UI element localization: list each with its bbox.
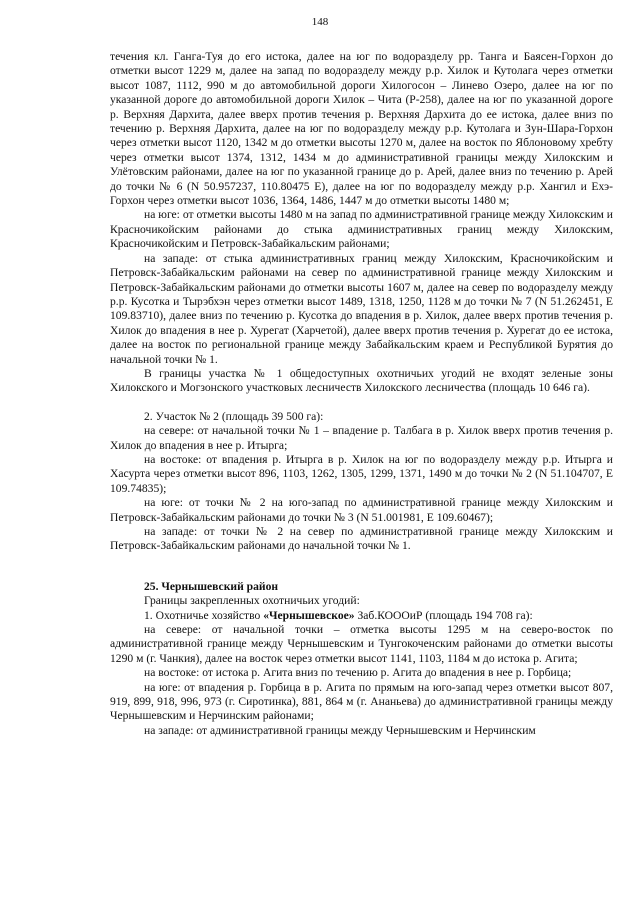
section-heading: 25. Чернышевский район	[144, 579, 279, 593]
paragraph-exclusions: В границы участка № 1 общедоступных охотничьих угодий не входят зеленые зоны Хилокского и Могзонского участковых лесничеств Хилокского лесничества (площадь 10 646 га).	[110, 366, 613, 395]
farm-name: «Чернышевское»	[263, 608, 355, 622]
paragraph: течения кл. Ганга-Туя до его истока, далее на юг по водоразделу рр. Танга и Баясен-Горхон до отметки высот 1229 м, далее на запад по водоразделу между р.р. Хилок и Кутолага через отметки высот 1087, 1112, 990 м до автомобильной дороги Хилогосон – Линево Озеро, далее на юг по указанной дороге до автомобильной дороги Хилок – Чита (Р-258), далее на юг по указанной дороге р. Верхняя Дархита, далее вверх против течения р. Верхняя Дархита до ее истока, далее вниз по течению р. Верхняя Дархита, далее на юг по водоразделу между р.р. Кутолага и Зун-Шара-Горхон через отметки высот 1120, 1342 м до отметки высоты 1270 м, далее на восток по Яблоновому хребту через отметки высот 1374, 1312, 1434 м до административной границы между Хилокским и Улётовским районами, далее на юг по указанной границе до р. Арей, далее вниз по течению р. Арей до точки № 6 (N 50.957237, 110.80475 E), далее на юг по водоразделу между р.р. Хангил и Ехэ-Горхон через отметки высот 1036, 1364, 1486, 1447 м до отметки высоты 1480 м;	[110, 50, 613, 208]
text-segment: 1. Охотничье хозяйство	[144, 608, 264, 622]
section-plot-2: 2. Участок № 2 (площадь 39 500 га):	[144, 409, 324, 423]
paragraph-east: на востоке: от впадения р. Итырга в р. Хилок на юг по водоразделу между р.р. Итырга и Хасурта через отметки высот 896, 1103, 1262, 1305, 1299, 1371, 1490 м до точки № 2 (N 51.104707, E 109.74835);	[110, 452, 613, 495]
text-segment: Заб.КОООиР (площадь 194 708 га):	[354, 608, 533, 622]
paragraph-west: на западе: от административной границы между Чернышевским и Нерчинским	[144, 723, 536, 737]
document-body	[110, 50, 613, 738]
paragraph-west: на западе: от стыка административных границ между Хилокским, Красночикойским и Петровск-Забайкальским районами на север по административной границе между Хилокским и Петровск-Забайкальским районами до отметки высоты 1607 м, далее на север по водоразделу между р.р. Кусотка и Тырэбхэн через отметки высот 1489, 1318, 1250, 1128 м до точки № 7 (N 51.262451, E 109.83710), далее вниз по течению р. Кусотка до впадения в р. Хилок, далее вверх против течения р. Хилок до впадения в нее р. Хурегат (Харчетой), далее вверх против течения р. Хурегат до ее истока, далее на восток по региональной границе между Забайкальским краем и Республикой Бурятия до начальной точки № 1.	[110, 251, 613, 366]
paragraph-subtitle: Границы закрепленных охотничьих угодий:	[144, 594, 360, 608]
paragraph-south: на юге: от отметки высоты 1480 м на запад по административной границе между Хилокским и Красночикойским районами до стыка административных границ между Хилокским, Красночикойским и Петровск-Забайкальским районами;	[110, 208, 613, 251]
paragraph-south: на юге: от впадения р. Горбица в р. Агита по прямым на юго-запад через отметки высот 807, 919, 899, 918, 996, 973 (г. Сиротинка), 881, 864 м (г. Ананьева) до административной границы между Чернышевским и Нерчинским районами;	[110, 680, 613, 723]
paragraph-east: на востоке: от истока р. Агита вниз по течению р. Агита до впадения в нее р. Горбица;	[144, 666, 572, 680]
page-number: 148	[311, 16, 329, 28]
paragraph-south: на юге: от точки № 2 на юго-запад по административной границе между Хилокским и Петровск-Забайкальским районами до точки № 3 (N 51.001981, E 109.60467);	[110, 496, 613, 524]
paragraph-hunting-farm	[110, 609, 613, 623]
paragraph-west: на западе: от точки № 2 на север по административной границе между Хилокским и Петровск-Забайкальским районами до начальной точки № 1.	[110, 525, 613, 553]
paragraph-north: на севере: от начальной точки – отметка высоты 1295 м на северо-восток по административной границе между Чернышевским и Тунгокоченским районами до отметки высоты 1290 м (г. Чанкия), далее на восток через отметки высот 1141, 1103, 1184 м до истока р. Агита;	[110, 623, 613, 665]
paragraph-north: на севере: от начальной точки № 1 – впадение р. Талбага в р. Хилок вверх против течения р. Хилок до впадения в нее р. Итырга;	[110, 424, 613, 452]
